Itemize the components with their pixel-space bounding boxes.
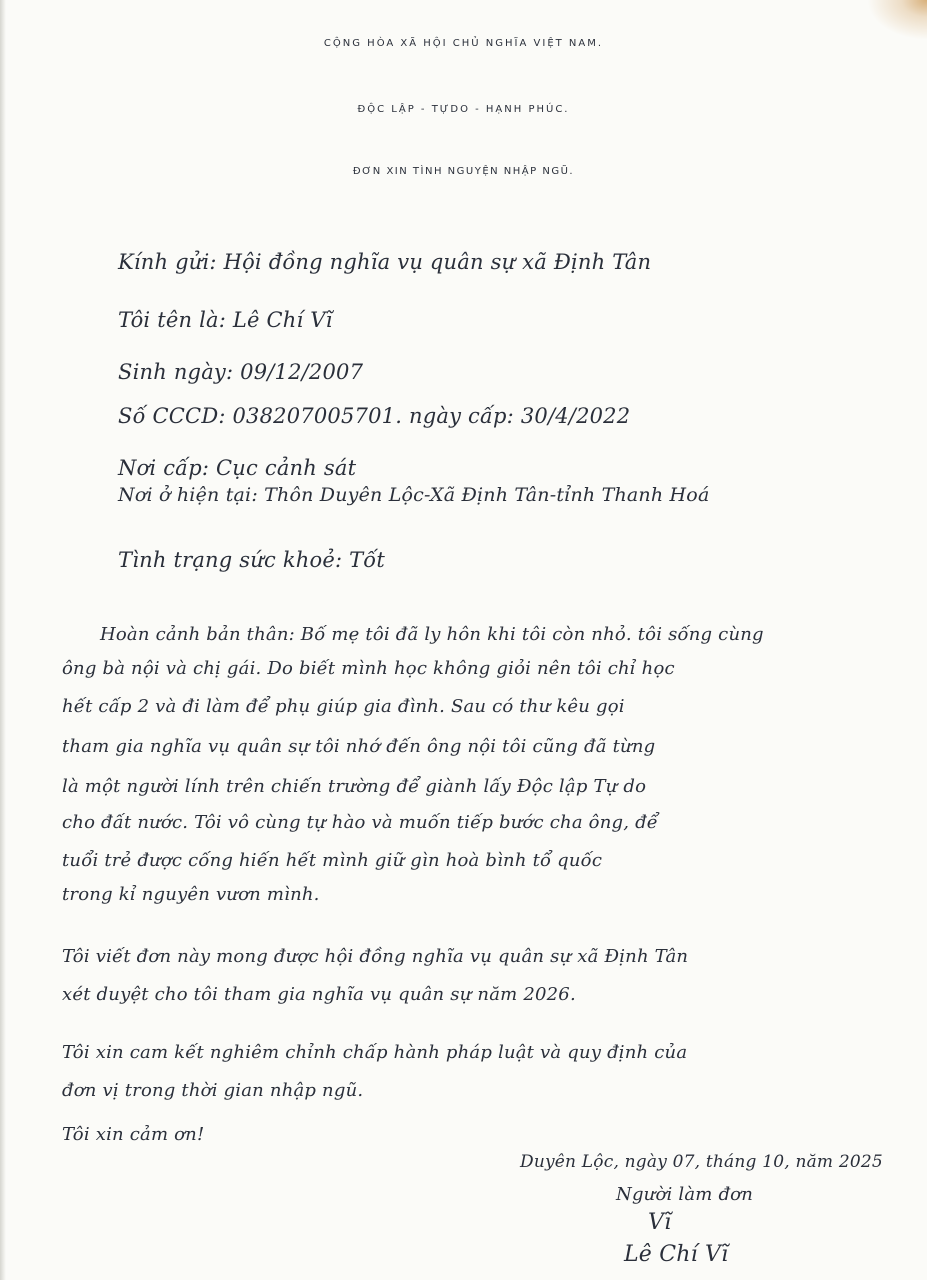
- paragraph-line: cho đất nước. Tôi vô cùng tự hào và muốn tiếp bước cha ông, để: [62, 812, 659, 833]
- field-name: Tôi tên là: Lê Chí Vĩ: [118, 308, 333, 332]
- page-corner-shadow: [867, 0, 927, 40]
- field-addressee: Kính gửi: Hội đồng nghĩa vụ quân sự xã Định Tân: [118, 250, 652, 274]
- national-title: CỘNG HÒA XÃ HỘI CHỦ NGHĨA VIỆT NAM.: [323, 38, 604, 49]
- field-issued-by: Nơi cấp: Cục cảnh sát: [118, 456, 357, 480]
- paragraph-line: tham gia nghĩa vụ quân sự tôi nhớ đến ông nội tôi cũng đã từng: [62, 736, 656, 757]
- field-birthdate: Sinh ngày: 09/12/2007: [118, 360, 364, 384]
- document-title: ĐƠN XIN TÌNH NGUYỆN NHẬP NGŨ.: [352, 166, 575, 177]
- paragraph-line: trong kỉ nguyên vươn mình.: [62, 884, 320, 905]
- closing-thanks: Tôi xin cảm ơn!: [62, 1124, 205, 1145]
- paragraph-line: xét duyệt cho tôi tham gia nghĩa vụ quân sự năm 2026.: [62, 984, 576, 1005]
- signature-full-name: Lê Chí Vĩ: [624, 1242, 729, 1267]
- paragraph-line: đơn vị trong thời gian nhập ngũ.: [62, 1080, 364, 1101]
- paragraph-line: Hoàn cảnh bản thân: Bố mẹ tôi đã ly hôn khi tôi còn nhỏ. tôi sống cùng: [100, 624, 764, 645]
- signature-role: Người làm đơn: [616, 1184, 754, 1205]
- signature-place-date: Duyên Lộc, ngày 07, tháng 10, năm 2025: [520, 1152, 883, 1172]
- national-motto: ĐỘC LẬP - TỰDO - HẠNH PHÚC.: [357, 104, 570, 115]
- field-address: Nơi ở hiện tại: Thôn Duyên Lộc-Xã Định Tân-tỉnh Thanh Hoá: [118, 484, 710, 506]
- field-id-card: Số CCCD: 038207005701. ngày cấp: 30/4/2022: [118, 404, 631, 428]
- paragraph-line: là một người lính trên chiến trường để giành lấy Độc lập Tự do: [62, 776, 647, 797]
- paragraph-line: Tôi xin cam kết nghiêm chỉnh chấp hành pháp luật và quy định của: [62, 1042, 688, 1063]
- paragraph-line: tuổi trẻ được cống hiến hết mình giữ gìn hoà bình tổ quốc: [62, 850, 603, 871]
- paragraph-line: ông bà nội và chị gái. Do biết mình học không giỏi nên tôi chỉ học: [62, 658, 675, 679]
- field-health: Tình trạng sức khoẻ: Tốt: [118, 548, 385, 572]
- page-edge-shadow: [0, 0, 6, 1280]
- signature-mark: Vĩ: [648, 1210, 672, 1235]
- paragraph-line: Tôi viết đơn này mong được hội đồng nghĩa vụ quân sự xã Định Tân: [62, 946, 689, 967]
- paragraph-line: hết cấp 2 và đi làm để phụ giúp gia đình. Sau có thư kêu gọi: [62, 696, 625, 717]
